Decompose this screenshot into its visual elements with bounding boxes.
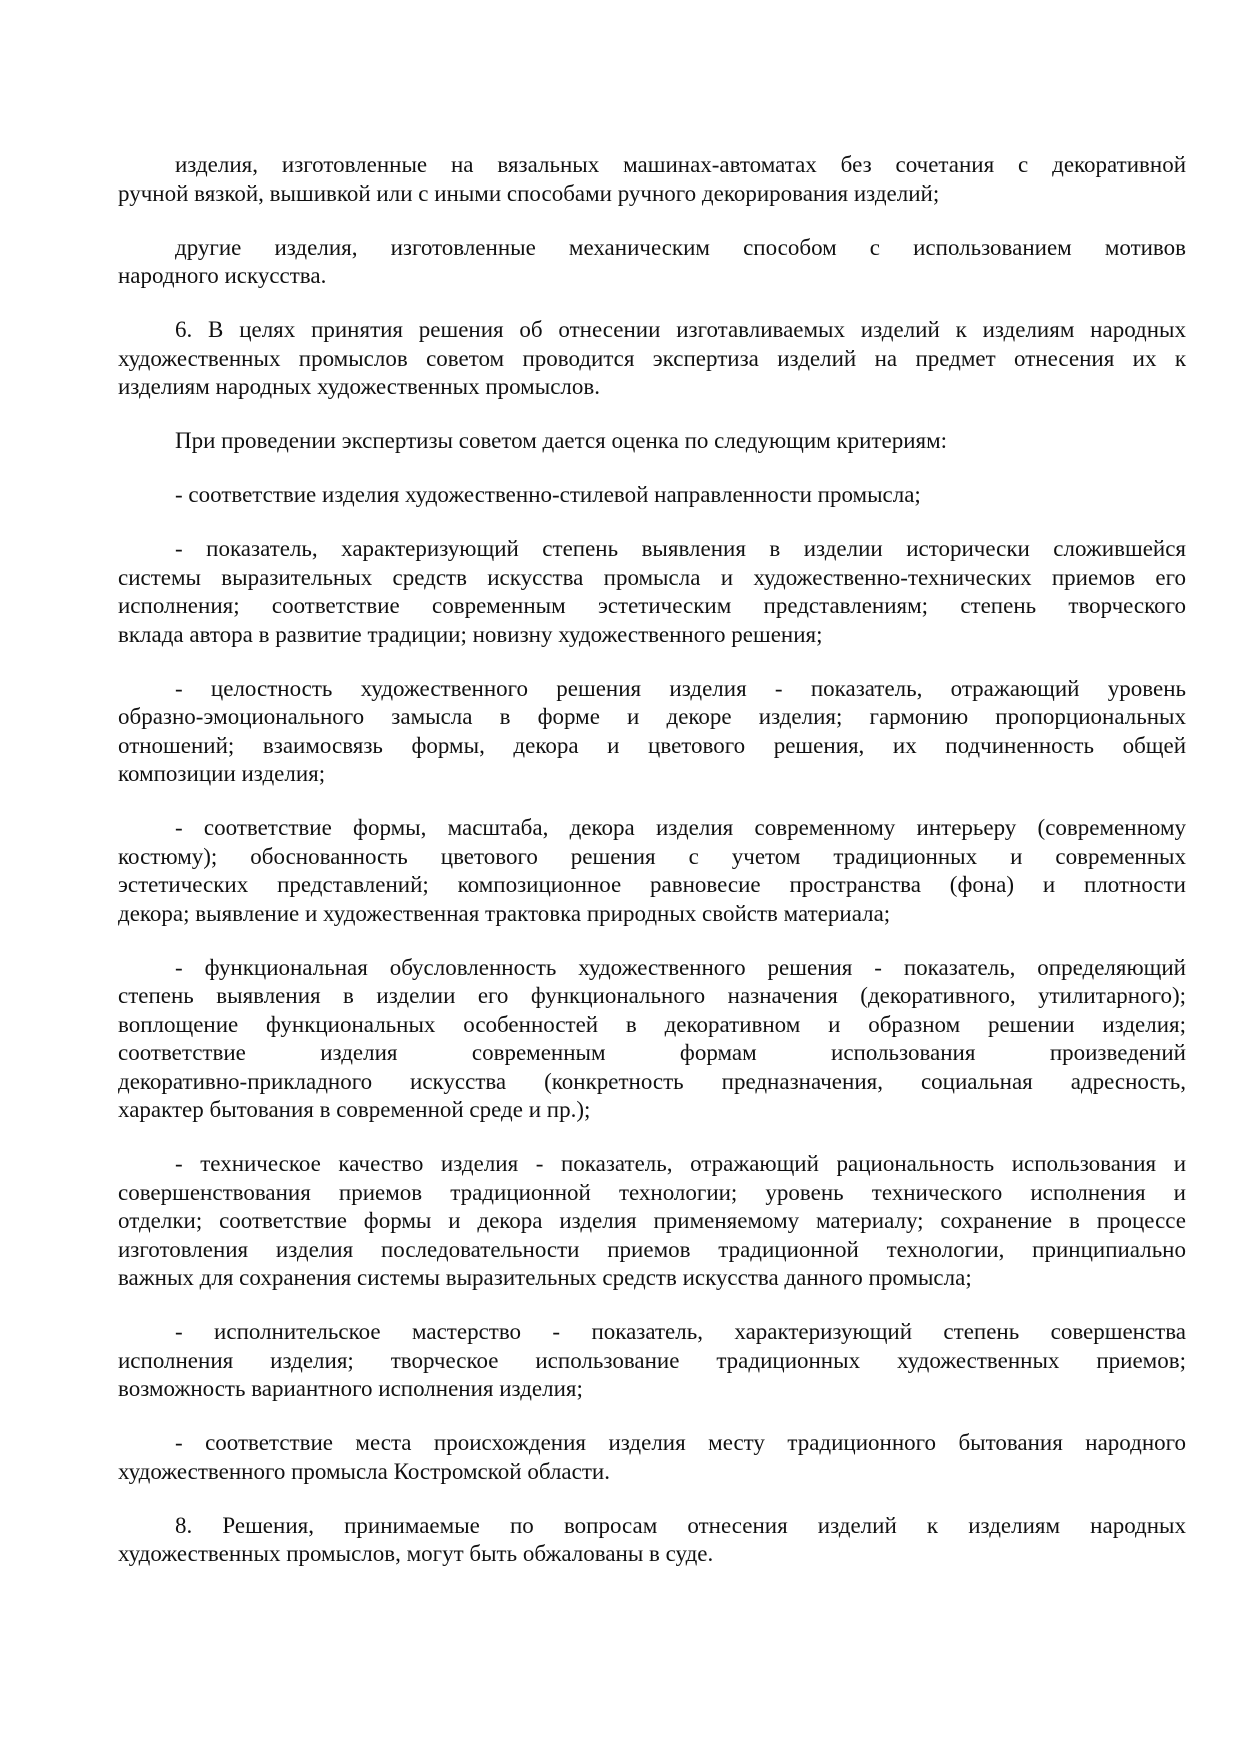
paragraph-line: - функциональная обусловленность художественного решения - показатель, определяющий: [175, 954, 1186, 980]
paragraph-line: соответствие изделия современным формам использования произведений: [118, 1040, 1186, 1065]
paragraph-line: - целостность художественного решения изделия - показатель, отражающий уровень: [175, 675, 1186, 701]
paragraph-line: характер бытования в современной среде и пр.);: [118, 1097, 591, 1122]
paragraph-line: степень выявления в изделии его функционального назначения (декоративного, утилитарного);: [118, 983, 1186, 1008]
paragraph-line: совершенствования приемов традиционной технологии; уровень технического исполнения и: [118, 1179, 1186, 1205]
paragraph-line: образно-эмоционального замысла в форме и декоре изделия; гармонию пропорциональных: [118, 704, 1186, 729]
paragraph-line: исполнения изделия; творческое использование традиционных художественных приемов;: [118, 1347, 1186, 1373]
paragraph: [118, 1429, 1186, 1486]
paragraph: [118, 316, 1186, 402]
paragraph-line: важных для сохранения системы выразительных средств искусства данного промысла;: [118, 1265, 972, 1290]
paragraph: [118, 234, 1186, 291]
paragraph-line: исполнения; соответствие современным эстетическим представлениям; степень творческого: [118, 593, 1186, 618]
paragraph-line: художественных промыслов, могут быть обжалованы в суде.: [118, 1541, 714, 1566]
paragraph-line: 8. Решения, принимаемые по вопросам отнесения изделий к изделиям народных: [175, 1512, 1186, 1538]
paragraph: [118, 1150, 1186, 1293]
paragraph: [118, 1318, 1186, 1404]
paragraph-line: - исполнительское мастерство - показатель, характеризующий степень совершенства: [175, 1319, 1186, 1344]
paragraph: [118, 675, 1186, 789]
paragraph-line: отделки; соответствие формы и декора изделия применяемому материалу; сохранение в процессе: [118, 1208, 1186, 1233]
paragraph-line: отношений; взаимосвязь формы, декора и цветового решения, их подчиненность общей: [118, 732, 1186, 758]
paragraph-line: 6. В целях принятия решения об отнесении изготавливаемых изделий к изделиям народных: [175, 317, 1186, 342]
paragraph-line: костюму); обоснованность цветового решения с учетом традиционных и современных: [118, 843, 1186, 869]
paragraph: [118, 535, 1186, 649]
paragraph-line: воплощение функциональных особенностей в декоративном и образном решении изделия;: [118, 1011, 1186, 1037]
paragraph: [118, 1512, 1186, 1569]
paragraph-line: При проведении экспертизы советом дается оценка по следующим критериям:: [175, 428, 948, 453]
paragraph-line: - соответствие изделия художественно-стилевой направленности промысла;: [175, 482, 921, 507]
paragraph-line: - показатель, характеризующий степень выявления в изделии исторически сложившейся: [175, 536, 1186, 561]
paragraph-line: другие изделия, изготовленные механическим способом с использованием мотивов: [175, 234, 1186, 260]
paragraph-line: народного искусства.: [118, 263, 327, 288]
paragraph-line: ручной вязкой, вышивкой или с иными способами ручного декорирования изделий;: [118, 180, 940, 206]
paragraph-line: - техническое качество изделия - показатель, отражающий рациональность использования и: [175, 1151, 1186, 1176]
paragraph-line: изделиям народных художественных промыслов.: [118, 374, 600, 399]
paragraph-line: - соответствие места происхождения изделия месту традиционного бытования народного: [175, 1430, 1186, 1455]
paragraph: [118, 427, 1186, 456]
paragraph-line: декора; выявление и художественная трактовка природных свойств материала;: [118, 900, 891, 926]
paragraph: [118, 481, 1186, 510]
document-page-body: [118, 151, 1186, 1594]
paragraph-line: системы выразительных средств искусства промысла и художественно-технических приемов его: [118, 564, 1186, 590]
paragraph-line: - соответствие формы, масштаба, декора изделия современному интерьеру (современному: [175, 815, 1186, 840]
paragraph-line: композиции изделия;: [118, 761, 326, 786]
paragraph-line: декоративно-прикладного искусства (конкретность предназначения, социальная адресность,: [118, 1068, 1186, 1094]
paragraph-line: художественного промысла Костромской области.: [118, 1458, 610, 1484]
paragraph-line: возможность вариантного исполнения изделия;: [118, 1376, 583, 1401]
paragraph-line: эстетических представлений; композиционное равновесие пространства (фона) и плотности: [118, 872, 1186, 897]
paragraph-line: изделия, изготовленные на вязальных машинах-автоматах без сочетания с декоративной: [175, 152, 1186, 177]
paragraph-line: вклада автора в развитие традиции; новизну художественного решения;: [118, 621, 823, 647]
paragraph-line: художественных промыслов советом проводится экспертиза изделий на предмет отнесения их к: [118, 345, 1186, 371]
paragraph-line: изготовления изделия последовательности приемов традиционной технологии, принципиально: [118, 1236, 1186, 1262]
paragraph: [118, 151, 1186, 208]
paragraph: [118, 814, 1186, 928]
paragraph: [118, 954, 1186, 1125]
